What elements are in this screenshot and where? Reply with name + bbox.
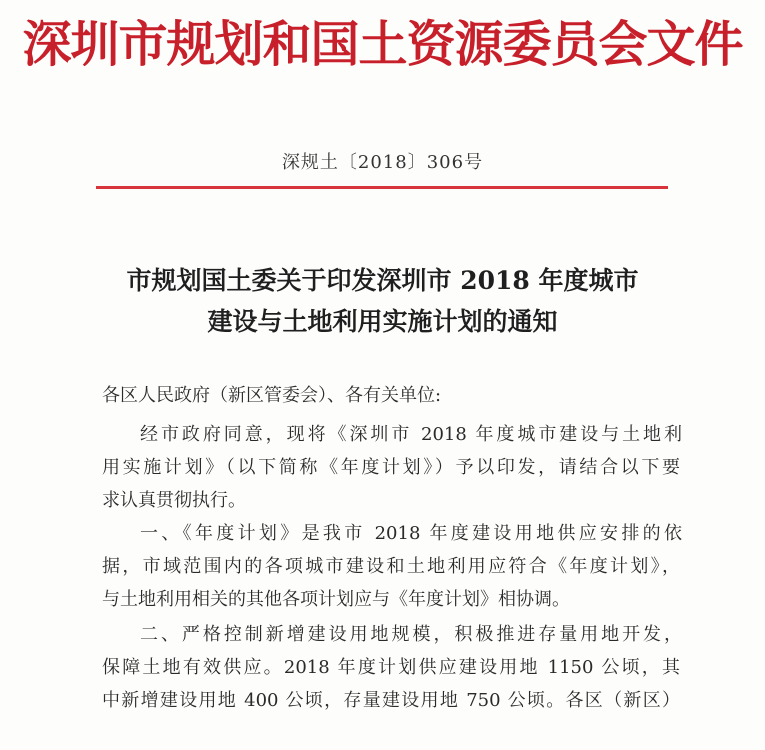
issuing-organization-header: 深圳市规划和国土资源委员会文件 <box>22 15 743 73</box>
red-divider-line <box>96 186 668 189</box>
document-number: 深规土〔2018〕306号 <box>281 152 484 173</box>
salutation: 各区人民政府（新区管委会）、各有关单位: <box>102 385 442 406</box>
body-line-8: 保障土地有效供应。2018 年度计划供应建设用地 1150 公顷，其 <box>102 657 680 678</box>
body-line-3: 求认真贯彻执行。 <box>102 490 246 511</box>
body-line-6: 与土地利用相关的其他各项计划应与《年度计划》相协调。 <box>102 589 570 610</box>
body-line-5: 据，市域范围内的各项城市建设和土地利用应符合《年度计划》， <box>102 556 680 577</box>
notice-title-line-1: 市规划国土委关于印发深圳市 2018 年度城市 <box>126 266 639 295</box>
notice-title-line-2: 建设与土地利用实施计划的通知 <box>207 307 558 336</box>
body-line-1: 经市政府同意，现将《深圳市 2018 年度城市建设与土地利 <box>140 424 682 445</box>
body-line-2: 用实施计划》（以下简称《年度计划》）予以印发，请结合以下要 <box>102 457 680 478</box>
body-line-4: 一、《年度计划》是我市 2018 年度建设用地供应安排的依 <box>140 523 682 544</box>
body-line-7: 二、严格控制新增建设用地规模，积极推进存量用地开发， <box>140 624 682 645</box>
body-line-9: 中新增建设用地 400 公顷，存量建设用地 750 公顷。各区（新区） <box>102 690 680 711</box>
